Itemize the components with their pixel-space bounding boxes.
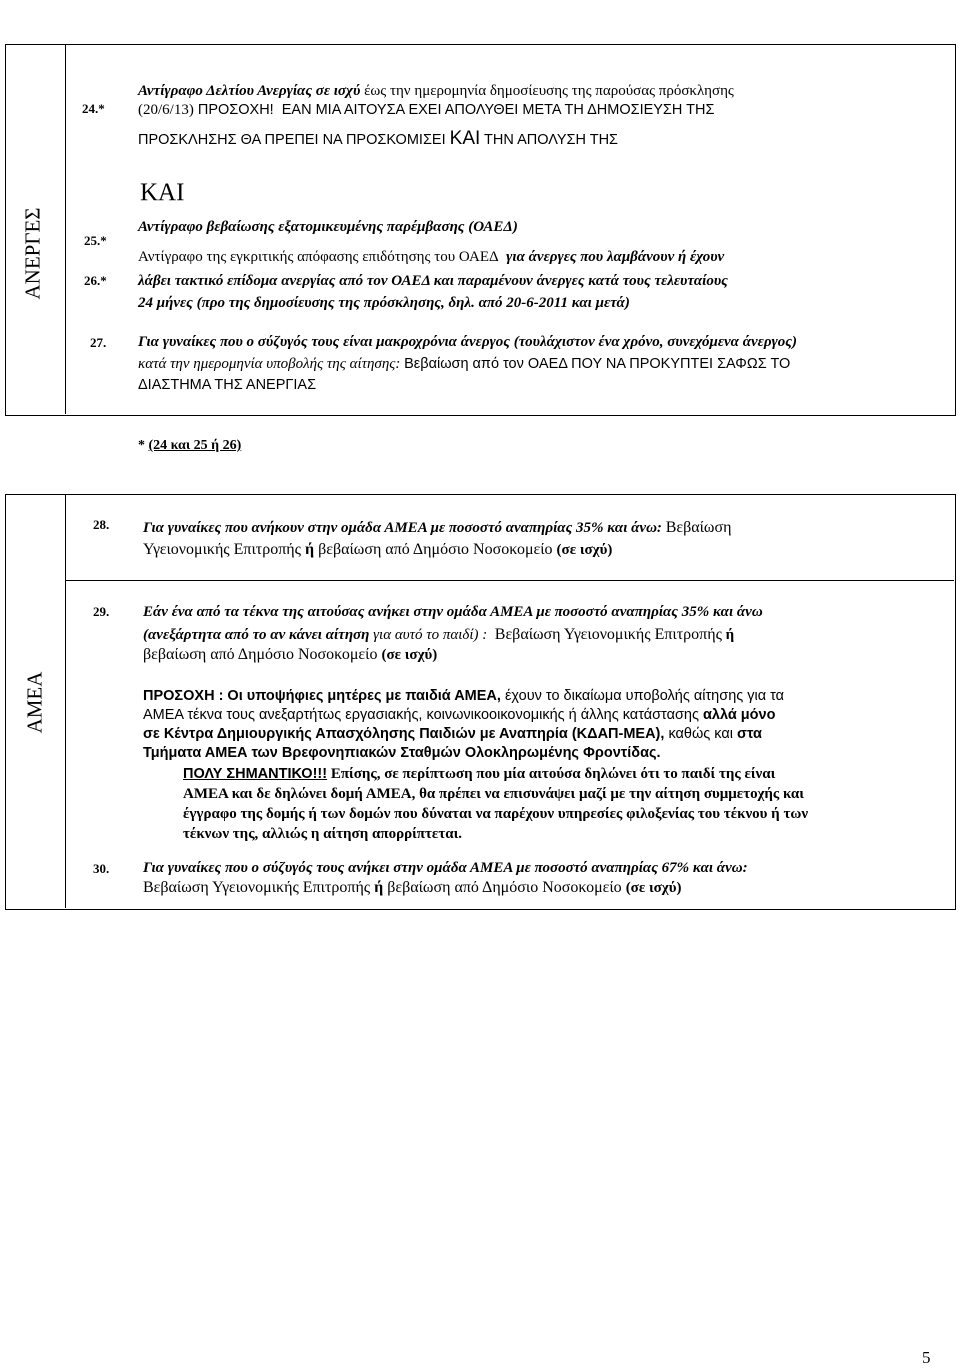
item-27-line-1: Για γυναίκες που ο σύζυγός τους είναι μακροχρόνια άνεργος (τουλάχιστον ένα χρόνο, συνεχόμενα άνεργος) [138, 334, 797, 350]
item-29-line-3: βεβαίωση από Δημόσιο Νοσοκομείο (σε ισχύ) [143, 646, 438, 663]
unemployed-side-label: ΑΝΕΡΓΕΣ [20, 207, 45, 300]
item-24-number: 24.* [82, 101, 105, 116]
important-line-2: ΑΜΕΑ και δε δηλώνει δομή ΑΜΕΑ, θα πρέπει να επισυνάψει μαζί με την αίτηση συμμετοχής και [183, 786, 804, 802]
item-27-number: 27. [90, 335, 107, 350]
important-line-4: τέκνων της, αλλιώς η αίτηση απορρίπτεται. [183, 826, 463, 842]
page-number: 5 [922, 1348, 931, 1367]
item-25-text: Αντίγραφο βεβαίωσης εξατομικευμένης παρέμβασης (ΟΑΕΔ) [138, 219, 518, 235]
disability-column-divider [65, 494, 66, 908]
item-27-line-3: ΔΙΑΣΤΗΜΑ ΤΗΣ ΑΝΕΡΓΙΑΣ [138, 377, 317, 393]
item-24-line-1: Αντίγραφο Δελτίου Ανεργίας σε ισχύ έως την ημερομηνία δημοσίευσης της παρούσας πρόσκλησης [138, 83, 734, 99]
item-29-line-2: (ανεξάρτητα από το αν κάνει αίτηση για αυτό το παιδί) : Βεβαίωση Υγειονομικής Επιτροπής ή [143, 626, 735, 643]
important-line: ΠΟΛΥ ΣΗΜΑΝΤΙΚΟ!!! Επίσης, σε περίπτωση που μία αιτούσα δηλώνει ότι το παιδί της είναι [183, 766, 776, 782]
important-line-3: έγγραφο της δομής ή των δομών που δύναται να παρέχουν υπηρεσίες φιλοξενίας του τέκνου ή των [183, 806, 809, 822]
item-24-line-2: (20/6/13) ΠΡΟΣΟΧΗ! ΕΑΝ ΜΙΑ ΑΙΤΟΥΣΑ ΕΧΕΙ ΑΠΟΛΥΘΕΙ ΜΕΤΑ ΤΗ ΔΗΜΟΣΙΕΥΣΗ ΤΗΣ [138, 102, 715, 118]
item-29-line-1: Εάν ένα από τα τέκνα της αιτούσας ανήκει στην ομάδα ΑΜΕΑ με ποσοστό αναπηρίας 35% και άνω [143, 604, 763, 620]
item-28-line-1: Για γυναίκες που ανήκουν στην ομάδα ΑΜΕΑ με ποσοστό αναπηρίας 35% και άνω: Βεβαίωση [143, 519, 732, 536]
item-28-line-2: Υγειονομικής Επιτροπής ή βεβαίωση από Δημόσιο Νοσοκομείο (σε ισχύ) [143, 541, 613, 558]
disability-side-label: ΑΜΕΑ [22, 671, 47, 734]
notice-line-2: ΑΜΕΑ τέκνα τους ανεξαρτήτως εργασιακής, κοινωνικοοικονομικής ή άλλης κατάστασης αλλά μόνο [143, 707, 776, 723]
item-26-line-2: λάβει τακτικό επίδομα ανεργίας από τον ΟΑΕΔ και παραμένουν άνεργες κατά τους τελευταίους [138, 273, 728, 289]
item-30-number: 30. [93, 861, 110, 876]
item-28-row-divider [65, 580, 954, 581]
item-29-number: 29. [93, 604, 110, 619]
footnote: * (24 και 25 ή 26) [138, 438, 242, 453]
item-26-line-1: Αντίγραφο της εγκριτικής απόφασης επιδότησης του ΟΑΕΔ για άνεργες που λαμβάνουν ή έχουν [138, 249, 725, 265]
item-25-number: 25.* [84, 233, 107, 248]
unemployed-column-divider [65, 44, 66, 414]
notice-line-3: σε Κέντρα Δημιουργικής Απασχόλησης Παιδιών με Αναπηρία (ΚΔΑΠ-ΜΕΑ), καθώς και στα [143, 726, 762, 742]
notice-line-1: ΠΡΟΣΟΧΗ : Οι υποψήφιες μητέρες με παιδιά ΑΜΕΑ, έχουν το δικαίωμα υποβολής αίτησης για τα [143, 688, 785, 704]
item-28-number: 28. [93, 517, 110, 532]
item-26-line-3: 24 μήνες (προ της δημοσίευσης της πρόσκλησης, δηλ. από 20-6-2011 και μετά) [138, 295, 630, 311]
item-30-line-1: Για γυναίκες που ο σύζυγός τους ανήκει στην ομάδα ΑΜΕΑ με ποσοστό αναπηρίας 67% και άνω: [143, 860, 748, 876]
and-heading: ΚΑΙ [140, 179, 185, 206]
item-30-line-2: Βεβαίωση Υγειονομικής Επιτροπής ή βεβαίωση από Δημόσιο Νοσοκομείο (σε ισχύ) [143, 879, 682, 896]
item-24-line-3: ΠΡΟΣΚΛΗΣΗΣ ΘΑ ΠΡΕΠΕΙ ΝΑ ΠΡΟΣΚΟΜΙΣΕΙ ΚΑΙ ΤΗΝ ΑΠΟΛΥΣΗ ΤΗΣ [138, 128, 619, 149]
notice-line-4: Τμήματα ΑΜΕΑ των Βρεφονηπιακών Σταθμών Ολοκληρωμένης Φροντίδας. [143, 745, 661, 761]
item-26-number: 26.* [84, 273, 107, 288]
item-27-line-2: κατά την ημερομηνία υποβολής της αίτησης: Βεβαίωση από τον ΟΑΕΔ ΠΟΥ ΝΑ ΠΡΟΚΥΠΤΕΙ ΣΑΦΩΣ ΤΟ [138, 356, 791, 372]
